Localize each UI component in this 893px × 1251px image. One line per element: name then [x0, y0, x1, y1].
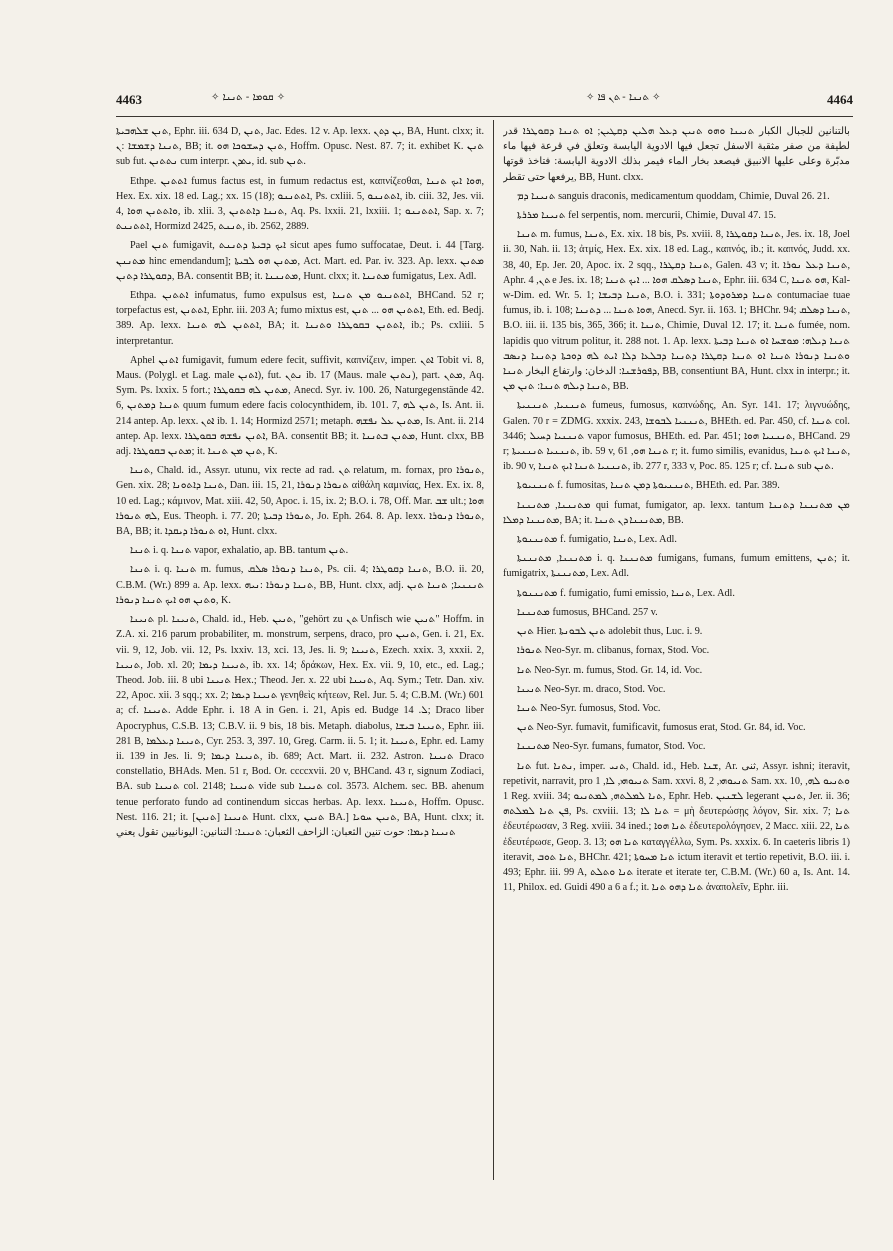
entry: ܬܢܢܐ m. fumus, ܬܢܢܐ, Ex. xix. 18 bis, Ps. xviii. 8, ܬܢܢܐ ܕܩܘܛܪܐ, Jes. ix. 18, Joel ii. 30, Nah. ii. 13; ἀτμίς, Hex. Ex. xix. 18 ed. Lag., καπνός, ib.; it. καπνός, Judd. xx. 38, 40, Ep. Jer. 20, Apoc. ix. 2 sqq., ܬܢܢܐ ܕܩܛܪܐ, Galen. 43 v; it. ܬܢܢܐ ܕܥܠ ܢܘܪܐ, Aphr. ܬܢ, 4 e Jes. ix. 18; ܬܢܢܐ ܕܣܠܩ ܗܘܐ ... ܐܝܟ ܬܢܢܐ, Ephr. iii. 634 C, ܗܘ ܬܢܢܐ, Kal-w-Dim. ed. Wr. 5. 1; ܬܢܢܐ ܕܒܝܫܐ, B.O. i. 331; ܬܢܢܐ ܕܡܪܘܕܘܬܐ contumaciae tuae fumus, ib. i. 108; ܗܘܐ ܬܢܢܐ ... ܕܬܢܢܐ, Anecd. Syr. ii. 163. 1; BHChr. 94; ܬܢܢܐ ܕܣܠܩ, B.O. iii. ii. 135 bis, 365, 366; it. ܬܢܢܐ, Chimie, Duval 12. 17; it. ܬܢܢܐ fumée, nom. lapidis quo vitrum politur, it. 288 not. 1. Ap. lexx. ܬܢܢܐ ܕܝܠܗ: ܡܘܫܚܐ ܐܘ ܬܢܢܐ ܕܒܝܬܐ ܘܬܢܢܐ ܕܢܘܪܐ ܬܢܢܐ ܐܘ ܬܢܢܐ ܕܩܛܪܐ ܕܬܢܢܐ ܕܒܠܥܐ ܕܠܐ ܐܝܬ ܠܗ ܕܘܟܬܐ ܕܬܢܢܐ ܕܢܣܒ ܕܦܘܪܫܢܐ: الدخان: وارتفاع البخار ܬܢܢܐ, BB, consentiunt BA, Hunt. clxx in interpr.; it. ܬܢܢܐ ܕܝܠܗ ܬܢܢܐ: ܬܢܢ ܡܢ, BB.: [503, 229, 850, 393]
right-running-title: ✧ ܬܢܢܐ - ܬܢ ܦܐ ✧: [586, 92, 661, 103]
entry: Ethpe. ܐܬܬܢܢ fumus factus est, in fumum redactus est, καπνίζεσθαι, ܗܘܐ ܐܝܟ ܬܢܢܐ, Hex. Ex. xix. 18 ed. Lag.; xx. 15 (18); ܐܬܬܢܢܘ, Ps. cxliii. 5, ܐܬܬܢܢܘ, ib. ciii. 32, Jes. vii. 4, ܘܐܬܬܢܢ ܗܘܐ, ib. xlii. 3, ܬܢܢܐ ܕܐܬܬܢܢ, Aq. Ps. lxxii. 21, lxxiii. 1; ܐܬܬܢܢܘ, Sap. x. 7; ܐܬܬܢܢܬ, Hormizd 2425, ܬܢܢܬ, ib. 2562, 2889.: [116, 175, 484, 233]
left-column: [116, 124, 484, 1184]
right-column: [503, 124, 850, 1184]
entry: بالتنانين للجبال الكبار ܬܢܝܢܐ ܘܗܘ ܬܢܝܢ ܕܥܠ ܗܠܝܢ ܕܩܛܝܢ; ܐܘ ܬܢܢܐ ܕܩܘܛܪܐ قدر لطيفة من صفر مثقبة الاسفل تجعل فيها الادوية اليابسة وتعلق في قرعة فيها ماء مدبّرة وعلى عليها الانبيق فيصعد بخار الماء فيمر بذلك الادوية اليابسة: فتاخذ قوتها يرفعها حتى تقطر, BB, Hunt. clxx.: [503, 126, 850, 183]
entry: ܡܬܢܢܢܘܬܐ f. fumigatio, ܬܢܢܐ, Lex. Adl.: [517, 534, 677, 546]
entry: ܡܬܢܢܢܐ, ܡܬܢܢܢܐ qui fumat, fumigator, ap. lexx. tantum ܡܢ ܡܬܢܢܢܐ ܕܬܢܢܐ ܡܬܢܢܢܐ ܕܡܠܐ, BA; it. ܡܬܢܢܢܐ ܕܢ ܬܢܢܐ, BB.: [503, 499, 850, 526]
page-header: [116, 92, 853, 114]
entry: ܬܢܢܢܝܐ, ܬܢܢܢܝܬܐ fumeus, fumosus, καπνώδης, An. Syr. 141. 17; λιγνυώδης, Galen. 70 r = ZDMG. xxxix. 243, ܬܢܢܢܝܐ ܠܒܘܫܐ, BHEth. ed. Par. 450, cf. ܬܢܢܐ col. 3446; ܬܢܢܢܝܐ ܕܚܝܠ vapor fumosus, BHEth. ed. Par. 451; ܬܢܢܢܝܐ ܗܘܐ, BHCand. 29 r; ܬܢܢܢܝܐ ܬܢܢܢܝܬܐ, ib. 59 v, ܬܢܢܐ ܗܘ, 61 r; it. fumo similis, evanidus, ܬܢܢܐ ܐܝܟ ܬܢܢܐ, ib. 90 v, ܬܢܢܢܝܐ ܬܢܢܐ ܐܝܟ ܬܢܢܐ, ib. 277 r, 333 v, Poc. 85. 125 r; cf. ܬܢܢܐ sub ܬܢܢ.: [503, 400, 850, 473]
entry: ܬܢܝܢܐ ܕܡ sanguis draconis, medicamentum quoddam, Chimie, Duval 26. 21.: [517, 190, 830, 202]
entry: ܬܢܢܐ i. q. ܬܢܢܐ m. fumus, ܬܢܢܐ ܕܢܘܪܐ ܣܠܩ, Ps. cii. 4; ܬܢܢܐ ܕܩܘܛܪܐ, B.O. ii. 20, C.B.M. (Wr.) 899 a. Ap. lexx. ܬܢܢܐ ܕܢܘܪܐ :ܢܝܗ, BB, Hunt. clxx, adj. ܬܢܢܢܝܐ; ܬܢܢܐ ܬܢܢ ܘܬܢܢ ܗܘ ܐܝܟ ܬܢܢܐ ܕܢܘܪܐ, K.: [116, 564, 484, 606]
right-page-number: 4464: [827, 92, 853, 107]
left-running-title: ✧ ܩܘܡܐ - ܬܢܢܐ ✧: [211, 92, 286, 103]
entry: ܡܬܢܢܢܐ fumosus, BHCand. 257 v.: [517, 606, 658, 618]
entry: ܬܢܐ Neo-Syr. m. fumus, Stod. Gr. 14, id. Voc.: [517, 664, 703, 676]
entry: Pael ܬܢܢ fumigavit, ܐܝܟ ܕܒܝܬܐ ܕܬܢܢܬ sicut apes fumo suffocatae, Deut. i. 44 [Targ. ܡܬܢܢܢ hinc emendandum]; ܡܬܢܢ ܗܘ ܠܒܝܬܐ, Act. Mart. ed. Par. iv. 323. Ap. lexx. ܡܬܢܢ ܕܩܘܛܪܐ ܕܬܢܢ, BA. consentit BB; it. ܡܬܢܢܢܐ, Hunt. clxx; it. ܡܬܢܢܐ fumigatus, Lex. Adl.: [116, 240, 484, 282]
entry: ܬܢܢܐ, Chald. id., Assyr. utunu, vix recte ad rad. ܬܢ relatum, m. fornax, pro ܬܢܘܪܐ, Gen. xix. 28; ܬܢܢܐ ܕܐܬܘܢܐ, Dan. iii. 15, 21, ܬܢܘܪܐ ܕܢܘܪܐ αἰθάλη καμινίας, Hex. Ex. ix. 8, 10 ed. Lag.; κάμινον, Mat. xiii. 42, 50, Apoc. i. 15, ix. 2; B.O. i. 78, Off. Mar. ܫܒ ult.; ܗܘܐ ܠܗ ܬܢܘܪܐ, Eus. Theoph. i. 77. 20; ܬܢܘܪܐ ܕܒܝܬܐ, Jo. Eph. 264. 8. Ap. lexx. ܬܢܘܪܐ ܕܢܘܪܐ, BA, BB; it. ܐܘ ܬܢܘܪܐ ܕܝܩܕܐ, Hunt. clxx.: [116, 465, 484, 538]
entry: ܬܢܢ ܫܠܗܒܝܬܐ, Ephr. iii. 634 D, ܬܢܢ, Jac. Edes. 12 v. Ap. lexx. ܝܢ ܕܬܢ, BA, Hunt. clxx; it. ܬܢܢܐ ܕܫܡܫܐ :ܢ, BB; it. ܬܢܢ ܕܚܫܘܟܐ ܗܘ, Hoffm. Opusc. Nest. 87. 7; it. exhibet K. ܬܢܢ sub fut. ܢܬܬܢܢ cum interpr. ܝܬܕܢ, id. sub ܬܢܢ.: [116, 126, 484, 168]
entry: ܬܢܘܪܐ Neo-Syr. m. clibanus, fornax, Stod. Voc.: [517, 645, 710, 657]
entry: ܬܢܢܢܝܘܬܐ f. fumositas, ܬܢܢܢܝܘܬܐ ܕܡܢ ܬܢܢܐ, BHEth. ed. Par. 389.: [517, 480, 780, 492]
entry: Aphel ܐܬܢܢ fumigavit, fumum edere fecit, suffivit, καπνίζειν, imper. ܐܬܢ Tobit vi. 8, Maus. (Polygl. et Lag. male ܐܬܢܢ), fut. ܢܬܢ ib. 17 (Maus. male ܢܬܢܢ), part. ܡܬܢ, Aq. Sym. Ps. lxxix. 5 fort.; ܡܬܢܢ ܠܗ ܒܩܘܛܪܐ, Anecd. Syr. iv. 100. 26, Naturgegenstände 42. 6, ܬܢܢܐ ܕܡܬܢܢ quum fumum edere facis colocynthidem, ib. 101. 7, ܬܢܢ ܠܗ, Is. Ant. ii. 214 antep. Ap. lexx. ܐܬܢ ib. 1. 14; Hormizd 2571; metaph. ܡܬܢܢ ܥܠ ܢܦܫܗ, Is. Ant. ii. 214 antep. Ap. lexx. ܐܬܢܢ ܢܦܫܗ ܒܩܘܛܪܐ, BA. consentit BB; it. ܡܬܢܢ ܒܬܢܢܐ, Hunt. clxx, BB adj. ܡܬܢܢ ܒܩܘܛܪܐ; it. ܬܢܢ ܡܢ ܬܢܢܐ, K.: [116, 354, 484, 458]
entry: ܬܢܢ Neo-Syr. fumavit, fumificavit, fumosus erat, Stod. Gr. 84, id. Voc.: [517, 722, 806, 734]
entry: ܬܢܢ Hier. ܬܢܢ ܠܒܘܢܬܐ adolebit thus, Luc. i. 9.: [517, 626, 703, 638]
entry: ܬܢܝܢܐ ܡܪܪܬܐ fel serpentis, nom. mercurii, Chimie, Duval 47. 15.: [517, 210, 777, 222]
header-rule: [116, 116, 853, 117]
entry: ܡܬܢܢܢܐ Neo-Syr. fumans, fumator, Stod. Voc.: [517, 741, 706, 753]
entry: ܡܬܢܢܢܘܬܐ f. fumigatio, fumi emissio, ܬܢܢܐ, Lex. Adl.: [517, 587, 735, 599]
entry: ܬܢܝܢܐ pl. ܬܢܝܢܐ, Chald. id., Heb. ܬܢܝܢ, "gehört zu ܬܢ Unfisch wie ܬܢܝܢ" Hoffm. in Z.A. xi. 216 parum probabiliter, m. monstrum, serpens, draco, pro ܬܢܝܢ, Gen. i. 21, Ex. vii. 9, 12, Job. vii. 12, Ps. lxxiv. 13, xci. 13, Jes. li. 9; ܬܢܝܢܐ, Ezech. xxix. 3, xxxii. 2, ܬܢܝܢܐ, Job. xl. 20; ܬܢܝܢܐ ܕܝܡܐ, ib. xx. 14; δράκων, Hex. Ex. vii. 9, 10, etc., ed. Lag.; Theod. Job. iii. 8 ubi ܬܢܝܢܐ Hex.; Theod. Jer. x. 22 ubi ܬܢܝܢܐ, Aq. Sym.; Tetr. Dan. xiv. 22, Apoc. xii. 3 sqq.; xx. 2; ܬܢܝܢܐ ܕܝܡܐ γενηθεὶς κήτεων, Rel. Jur. 5. 4; C.B.M. (Wr.) 601 a; cf. ܬܢܝܢܐ. Adde Ephr. i. 18 A in Gen. i. 21, Apis ed. Budge ܠ. 14; Draco liber Apocryphus, C.S.B. 13; C.B.V. ii. 9 bis, 18 bis. Metaph. diabolus, ܬܢܝܢܐ ܒܝܫܐ, Ephr. iii. 281 B, ܬܢܝܢܐ ܕܥܠܡܐ, Cyr. 253. 3, 397. 10, Greg. Carm. ii. 5. 1; it. ܬܢܝܢܐ, Ephr. ed. Lamy ii. 139 in Jes. li. 9; ܬܢܝܢܐ ܕܝܡܐ, ib. 689; Act. Mart. ii. 232. Astron. ܬܢܝܢܐ Draco constellatio, BHAds. Men. 51 r, Bod. Or. ccccxvii. 20 v, BHCand. 43 r, signum Zodiaci, BA. sub ܬܢܝܢܐ col. 2148; ܬܢܝܢܐ vide sub ܬܢܝܢܐ col. 3573. Alchem. sec. BB. ahenum tenue perforato fundo ad continendum siccas herbas. Ap. lexx. ܬܢܝܢܐ, Hoffm. Opusc. Nest. 116. 21; it. ܬܢܝܢܐ [ܬܢܝܢ] Hunt. clxx, ܬܢܝܢ BA.] ܬܢܝܢ ܚܘܝܐ, BA, Hunt. clxx; it. ܬܢܝܢܐ ܕܝܡܐ: حوت تنين الثعبان: الزاحف الثعبان: ܬܢܝܢܐ: التنانين: اليونانيين تقول يعني: [116, 614, 484, 838]
entry: ܬܢܐ fut. ܢܬܢܐ, imper. ܬܢܝ, Chald. id., Heb. ܫܢܐ, Ar. ثنى, Assyr. ishni; iteravit, repetivit, narravit, pro ܬܢܝܘܗܝ, ܠܐ, 1 Sam. xxvi. 8, ܬܢܝܘܗܝ, 2 Sam. xx. 10, ܘܬܢܝܘ ܠܗ, 1 Reg. xviii. 34; ܬܢܐ ܠܡܠܬܗ, ܠܡܬܢܝܘ, Ephr. Heb. ܠܫܢܝܢ legerant ܬܢܝܢ, Jer. ii. 36; ܦܢ ܬܢܐ ܠܡܠܬܗ, Ps. cxviii. 13; ܬܢܐ ܠܐ = μὴ δευτερώσῃς λόγον, Sir. xix. 7; ܬܢܐ ἐδευτέρωσαν, 3 Reg. xviii. 34 ined.; ܬܢܐ ܗܘܐ ἐδευτερολόγησεν, 2 Macc. xiii. 22, ܬܢܐ ἐδευτέρωσε, Geop. 3. 13; ܬܢܐ ܗܘ καταγγέλλω, Sym. Ps. xxxix. 6. In caeteris libris 1) iteravit, ܬܢܐ ܬܘܒ, BHChr. 421; ܬܢܐ ܡܚܘܬܐ ictum iteravit et tertio repetivit, B.O. iii. i. 493; Ephr. iii. 99 A, ܬܢܐ ܘܬܠܬ iterate et iterate ter, C.B.M. (Wr.) 60 a, Is. Ant. 14. 11, Philox. ed. Guidi 490 a 6 a f.; it. ܬܢܐ ܕܗܘ ܬܢܐ ἀναπολεῖν, Ephr. iii.: [503, 760, 850, 894]
left-page-number: 4463: [116, 92, 142, 107]
column-divider: [493, 120, 494, 1180]
entry: ܡܬܢܢܢܐ, ܡܬܢܢܢܬܐ i. q. ܡܬܢܢܢܐ fumigans, fumans, fumum emittens, ܬܢܢ; it. fumigatrix, ܡܬܢܢܢܬܐ, Lex. Adl.: [503, 553, 850, 580]
entry: Ethpa. ܐܬܬܢܢ infumatus, fumo expulsus est, ܐܬܬܢܢܘ ܡܢ ܬܢܢܐ, BHCand. 52 r; torpefactus est, ܐܬܬܢܢ, Ephr. iii. 203 A; fumo mixtus est, ܐܬܬܢܢ ܗܘ ... ܬܢܢ, Eth. ed. Bedj. 389. Ap. lexx. ܐܬܬܢܢ ܠܗ ܬܢܢܐ, BA; it. ܐܬܬܢܢ ܒܩܘܛܪܐ ܘܬܢܢܐ, ib.; Ps. cxliii. 5 interpretantur.: [116, 290, 484, 347]
entry: ܬܢܢܐ i. q. ܬܢܢܐ vapor, exhalatio, ap. BB. tantum ܬܢܢ.: [130, 545, 349, 557]
entry: ܬܢܢܐ Neo-Syr. fumosus, Stod. Voc.: [517, 702, 661, 714]
entry: ܬܢܝܢܐ Neo-Syr. m. draco, Stod. Voc.: [517, 683, 666, 695]
